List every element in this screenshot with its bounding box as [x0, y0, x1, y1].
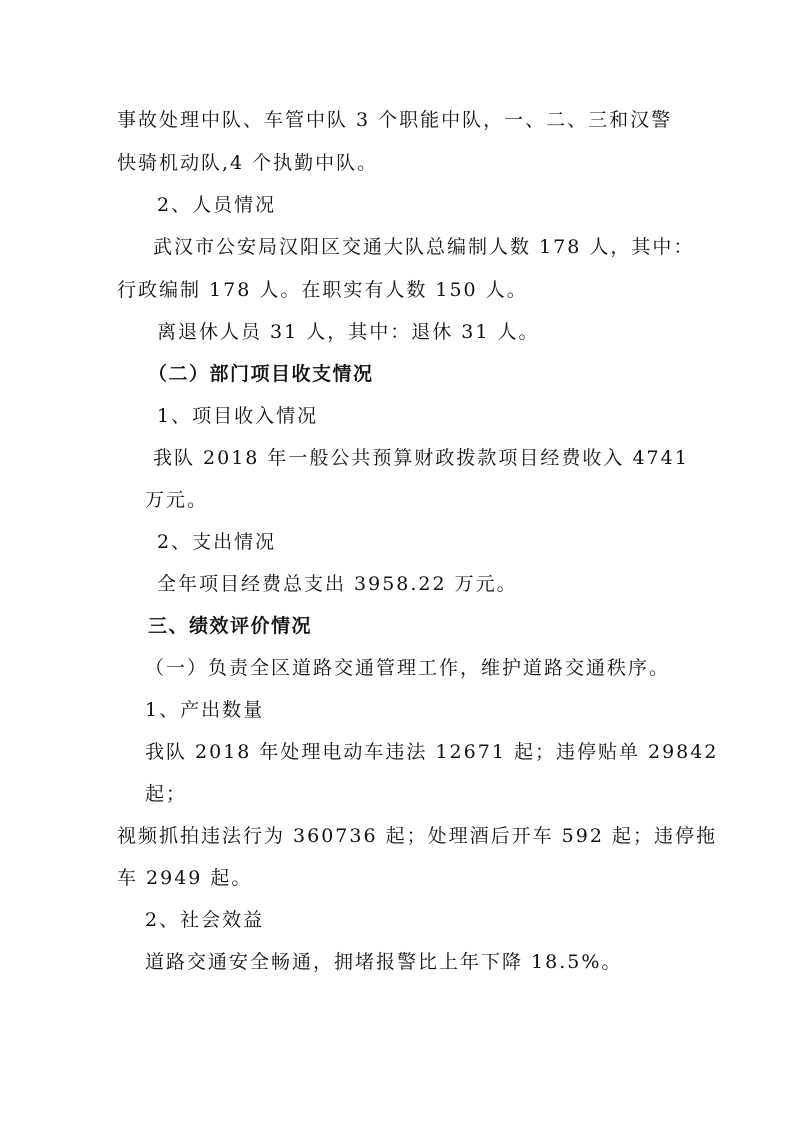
- paragraph-line: 起；: [145, 783, 188, 805]
- paragraph-line: （一）负责全区道路交通管理工作，维护道路交通秩序。: [145, 657, 671, 679]
- subsection-heading: 1、项目收入情况: [157, 405, 319, 427]
- paragraph-line: 行政编制 178 人。在职实有人数 150 人。: [117, 279, 528, 301]
- paragraph-line: 快骑机动队,4 个执勤中队。: [117, 152, 379, 174]
- subsection-heading: 2、人员情况: [157, 194, 277, 216]
- paragraph-line: 事故处理中队、车管中队 3 个职能中队，一、二、三和汉警: [117, 109, 673, 131]
- paragraph-line: 我队 2018 年处理电动车违法 12671 起；违停贴单 29842: [145, 741, 719, 763]
- paragraph-line: 全年项目经费总支出 3958.22 万元。: [157, 573, 518, 595]
- paragraph-line: 道路交通安全畅通，拥堵报警比上年下降 18.5%。: [145, 951, 623, 973]
- paragraph-line: 万元。: [145, 489, 209, 511]
- paragraph-line: 我队 2018 年一般公共预算财政拨款项目经费收入 4741: [153, 447, 689, 469]
- subsection-heading: 1、产出数量: [145, 699, 265, 721]
- subsection-heading: 2、支出情况: [157, 531, 277, 553]
- paragraph-line: 武汉市公安局汉阳区交通大队总编制人数 178 人，其中：: [153, 236, 695, 258]
- subsection-heading: 2、社会效益: [145, 909, 265, 931]
- paragraph-line: 离退休人员 31 人，其中：退休 31 人。: [157, 321, 540, 343]
- section-heading: 三、绩效评价情况: [148, 615, 313, 637]
- paragraph-line: 车 2949 起。: [117, 867, 253, 889]
- section-heading: （二）部门项目收支情况: [148, 363, 374, 385]
- paragraph-line: 视频抓拍违法行为 360736 起；处理酒后开车 592 起；违停拖: [117, 825, 717, 847]
